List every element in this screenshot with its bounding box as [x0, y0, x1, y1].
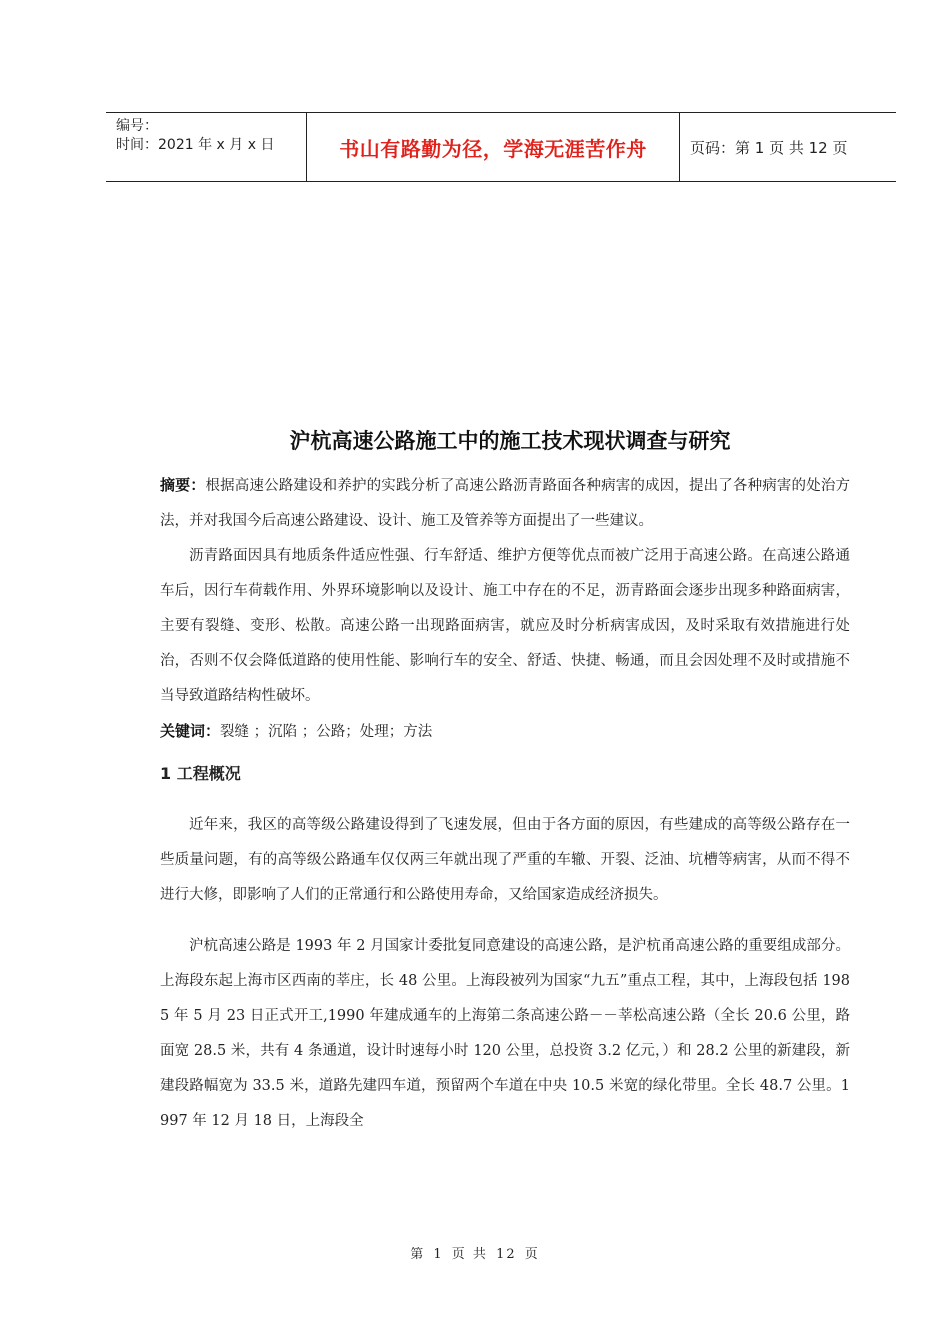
keywords-paragraph	[160, 714, 850, 750]
keywords-label: 关键词：	[160, 722, 221, 740]
header-motto: 书山有路勤为径，学海无涯苦作舟	[306, 113, 680, 181]
page-footer	[0, 1243, 950, 1262]
document-body	[160, 468, 850, 1139]
spacer	[160, 913, 850, 929]
footer-page-number: 1	[433, 1247, 444, 1262]
footer-total-pages: 12	[496, 1247, 517, 1262]
header-meta	[106, 113, 306, 181]
spacer	[160, 790, 850, 808]
document-title: 沪杭高速公路施工中的施工技术现状调查与研究	[289, 429, 731, 453]
intro-paragraph: 沥青路面因具有地质条件适应性强、行车舒适、维护方便等优点而被广泛用于高速公路。在高速公路通车后，因行车荷载作用、外界环境影响以及设计、施工中存在的不足，沥青路面会逐步出现多种路面病害，主要有裂缝、变形、松散。高速公路一出现路面病害，就应及时分析病害成因，及时采取有效措施进行处治，否则不仅会降低道路的使用性能、影响行车的安全、舒适、快捷、畅通，而且会因处理不及时或措施不当导致道路结构性破坏。	[160, 548, 850, 704]
abstract-text: 根据高速公路建设和养护的实践分析了高速公路沥青路面各种病害的成因，提出了各种病害的处治方法，并对我国今后高速公路建设、设计、施工及管养等方面提出了一些建议。	[160, 478, 850, 529]
header-page-info: 页码：第 1 页 共 12 页	[690, 138, 848, 157]
section-heading: 1 工程概况	[160, 764, 241, 783]
section1-paragraph-2: 沪杭高速公路是 1993 年 2 月国家计委批复同意建设的高速公路，是沪杭甬高速公路的重要组成部分。上海段东起上海市区西南的莘庄，长 48 公里。上海段被列为国家“九五”重点工程，其中，上海段包括 1985 年 5 月 23 日正式开工,1990 年建成通车的上海第二条高速公路－－莘松高速公路（全长 20.6 公里，路面宽 28.5 米，共有 4 条通道，设计时速每小时 120 公里，总投资 3.2 亿元，）和 28.2 公里的新建段，新建段路幅宽为 33.5 米，道路先建四车道，预留两个车道在中央 10.5 米宽的绿化带里。全长 48.7 公里。1997 年 12 月 18 日，上海段全	[160, 938, 850, 1129]
footer-suffix: 页	[524, 1247, 540, 1262]
page-header	[106, 112, 896, 182]
footer-mid: 页 共	[451, 1247, 488, 1262]
document-date: 时间：2021 年 x 月 x 日	[116, 137, 275, 153]
keywords-text: 裂缝 ；沉陷 ；公路；处理；方法	[220, 724, 433, 740]
section1-paragraph-1: 近年来，我区的高等级公路建设得到了飞速发展，但由于各方面的原因，有些建成的高等级公路存在一些质量问题，有的高等级公路通车仅仅两三年就出现了严重的车辙、开裂、泛油、坑槽等病害，从而不得不进行大修，即影响了人们的正常通行和公路使用寿命，又给国家造成经济损失。	[160, 817, 850, 903]
document-number-label: 编号：	[116, 118, 158, 134]
abstract-paragraph	[160, 468, 850, 539]
abstract-label: 摘要：	[160, 476, 206, 494]
footer-prefix: 第	[410, 1247, 426, 1262]
